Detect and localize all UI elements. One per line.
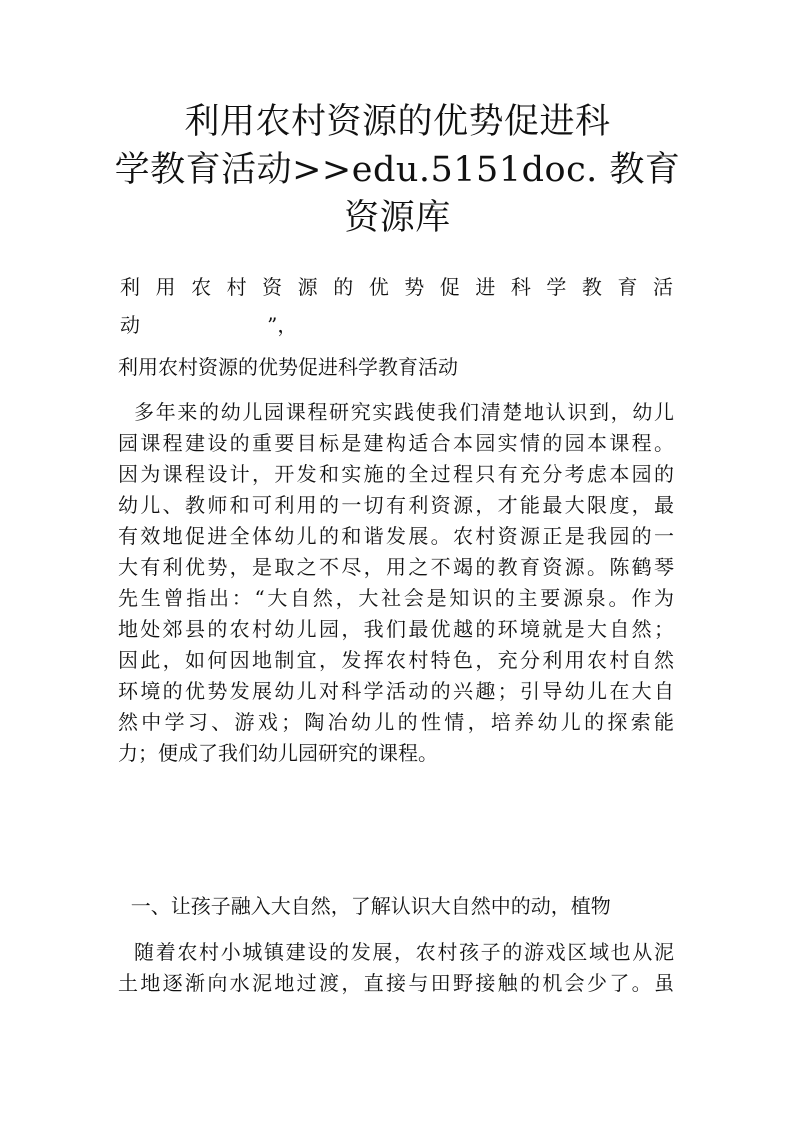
subheading-char: 势	[404, 275, 425, 299]
subheading-line-1	[120, 268, 673, 306]
paragraph-line: 因此，如何因地制宜，发挥农村特色，充分利用农村自然	[118, 648, 674, 672]
subheading-char: 科	[510, 275, 531, 299]
subheading-char: 促	[439, 275, 460, 299]
paragraph-2	[118, 937, 674, 999]
paragraph-line: 幼儿、教师和可利用的一切有利资源，才能最大限度，最	[118, 493, 674, 517]
subheading-line-2: 动 ”，	[120, 313, 298, 337]
subheading-char: 利	[120, 275, 140, 299]
paragraph-line: 有效地促进全体幼儿的和谐发展。农村资源正是我园的一	[118, 524, 674, 548]
subheading-char: 学	[546, 275, 567, 299]
subheading-char: 进	[475, 275, 496, 299]
subheading-char: 优	[368, 275, 389, 299]
section-1-heading: 一、让孩子融入大自然，了解认识大自然中的动，植物	[118, 894, 611, 918]
subheading-char: 村	[226, 275, 247, 299]
title-line-3: 资源库	[344, 198, 451, 238]
paragraph-line: 土地逐渐向水泥地过渡，直接与田野接触的机会少了。虽	[118, 971, 674, 995]
paragraph-1	[118, 397, 674, 769]
document-title	[110, 98, 685, 242]
spaced-subheading	[120, 268, 673, 344]
subheading-char: 用	[155, 275, 176, 299]
repeated-heading: 利用农村资源的优势促进科学教育活动	[118, 355, 458, 379]
subheading-char: 源	[297, 275, 318, 299]
title-line-2: 学教育活动>>edu.5151doc. 教育	[114, 150, 681, 190]
paragraph-line: 环境的优势发展幼儿对科学活动的兴趣；引导幼儿在大自	[118, 679, 674, 703]
paragraph-line: 先生曾指出：“大自然，大社会是知识的主要源泉。作为	[118, 586, 674, 610]
subheading-char: 农	[191, 275, 212, 299]
paragraph-line: 然中学习、游戏；陶冶幼儿的性情，培养幼儿的探索能	[118, 710, 674, 734]
paragraph-line: 大有利优势，是取之不尽，用之不竭的教育资源。陈鹤琴	[118, 555, 674, 579]
subheading-char: 的	[333, 275, 354, 299]
paragraph-line: 地处郊县的农村幼儿园，我们最优越的环境就是大自然；	[118, 617, 674, 641]
paragraph-line: 多年来的幼儿园课程研究实践使我们清楚地认识到，幼儿	[118, 400, 674, 424]
subheading-char: 资	[262, 275, 283, 299]
subheading-char: 活	[652, 275, 673, 299]
paragraph-line: 因为课程设计，开发和实施的全过程只有充分考虑本园的	[118, 462, 674, 486]
paragraph-line: 力；便成了我们幼儿园研究的课程。	[118, 741, 438, 765]
paragraph-line: 随着农村小城镇建设的发展，农村孩子的游戏区域也从泥	[118, 940, 674, 964]
paragraph-line: 园课程建设的重要目标是建构适合本园实情的园本课程。	[118, 431, 674, 455]
subheading-char: 育	[617, 275, 638, 299]
subheading-char: 教	[581, 275, 602, 299]
title-line-1: 利用农村资源的优势促进科	[184, 102, 611, 142]
